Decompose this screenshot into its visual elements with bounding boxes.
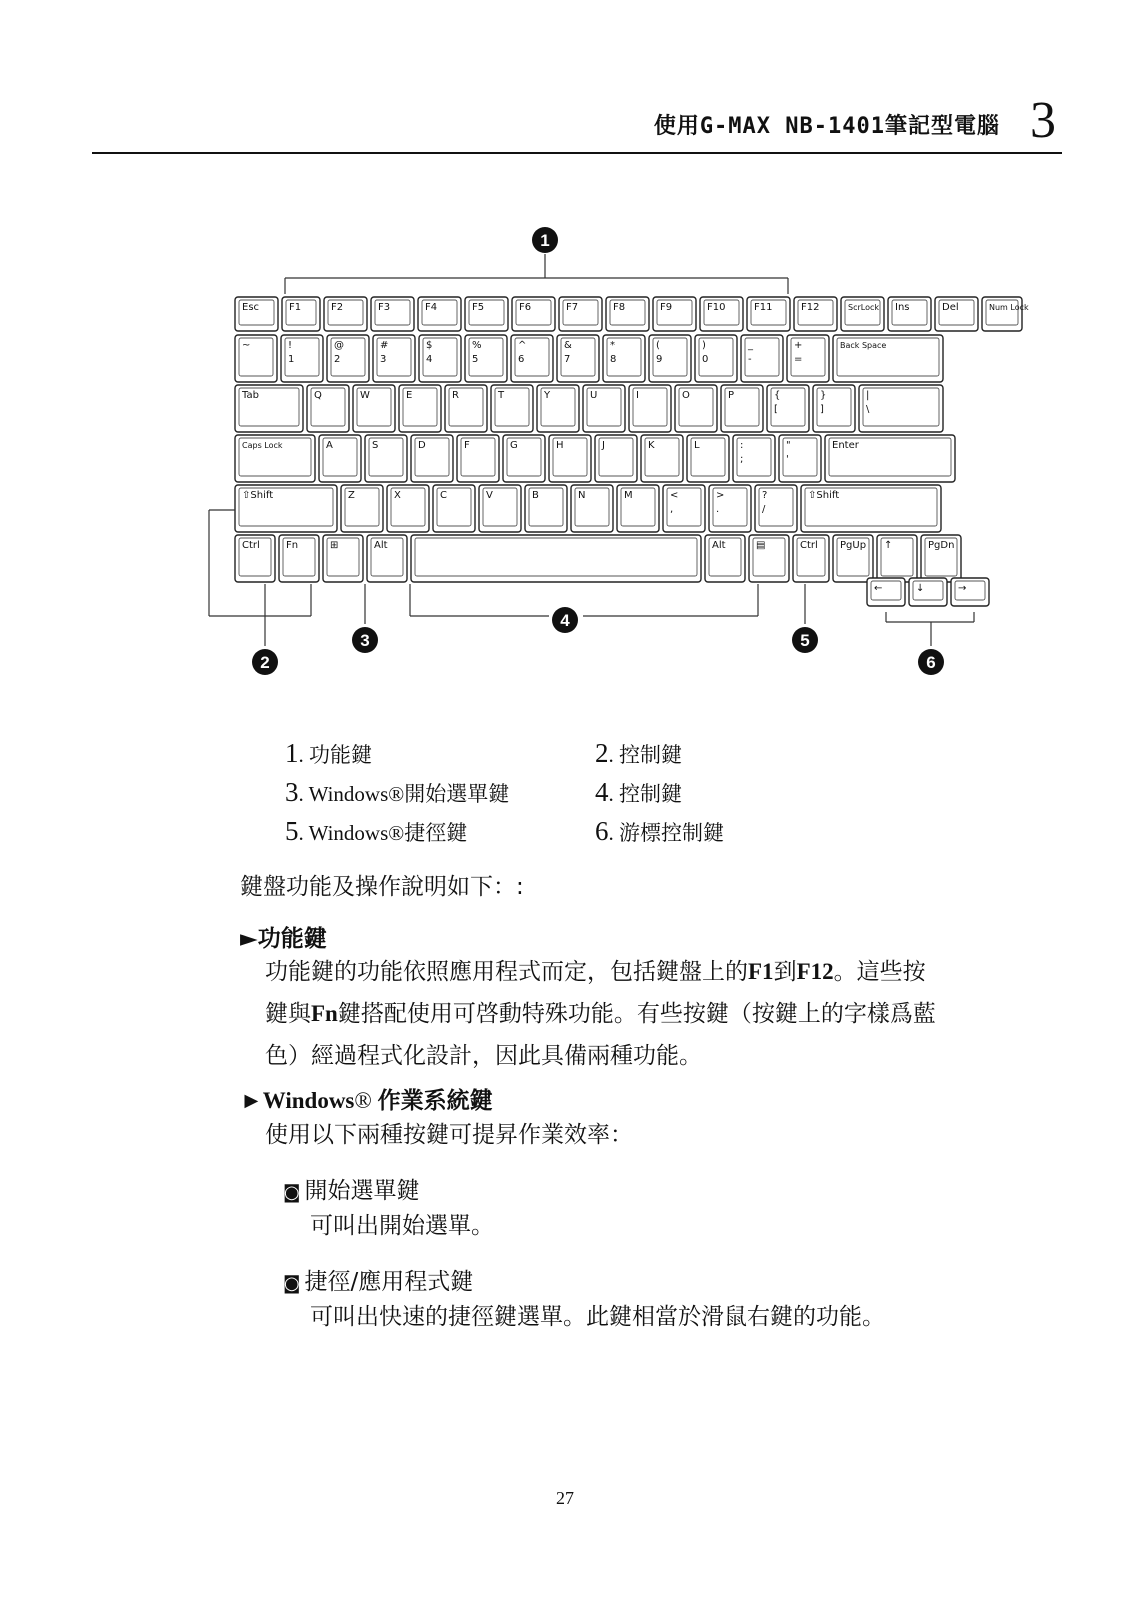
key-label: A [326, 440, 333, 451]
key-label: W [360, 390, 370, 401]
callout-badge [918, 649, 944, 675]
keyboard-key [709, 485, 751, 532]
key-label: / [762, 504, 766, 515]
keyboard-key [235, 335, 277, 382]
keyboard-key [353, 385, 395, 432]
keyboard-key [779, 435, 821, 482]
key-label: F6 [519, 302, 532, 313]
keyboard-key [281, 335, 323, 382]
key-label: > [716, 490, 725, 501]
keyboard-key [705, 535, 745, 582]
keyboard-key [833, 535, 873, 582]
keyboard-key [503, 435, 545, 482]
keyboard-key [793, 535, 829, 582]
key-label: & [564, 340, 572, 351]
keyboard-key [235, 535, 275, 582]
key-label: Ins [895, 302, 910, 313]
keyboard-key [445, 385, 487, 432]
callout-number: 3 [360, 631, 370, 650]
key-label: X [394, 490, 401, 501]
keyboard-key [235, 485, 337, 532]
keyboard-key [323, 535, 363, 582]
keyboard-key [629, 385, 671, 432]
callout-badge [532, 227, 558, 253]
keyboard-key [603, 335, 645, 382]
key-label: Back Space [840, 341, 887, 350]
keyboard-key [794, 297, 837, 331]
key-label: , [670, 504, 674, 515]
keyboard-key [675, 385, 717, 432]
key-legend [285, 738, 905, 855]
keyboard-key [418, 297, 461, 331]
keyboard-key [909, 578, 947, 606]
keyboard-key [479, 485, 521, 532]
bullet-application-key: ◙ 捷徑/應用程式鍵 [283, 1269, 474, 1295]
function-keys-paragraph: 功能鍵的功能依照應用程式而定，包括鍵盤上的F1到F12。這些按 鍵與Fn鍵搭配使用可啓動特殊功能。有些按鍵（按鍵上的字樣爲藍 色）經過程式化設計，因此具備兩種功能。 [265, 959, 936, 1069]
key-label: ↑ [884, 540, 893, 551]
keyboard-key [641, 435, 683, 482]
key-label: ? [762, 490, 768, 501]
callout-number: 6 [926, 653, 936, 672]
key-label: Q [314, 390, 322, 401]
key-label: ) [702, 340, 706, 351]
key-label: 5 [472, 354, 479, 365]
bullet-start-menu-key: ◙ 開始選單鍵 [283, 1178, 420, 1204]
callout-badge [352, 627, 378, 653]
keyboard-key [319, 435, 361, 482]
keyboard-key [465, 297, 508, 331]
intro-text: 鍵盤功能及操作說明如下：: [240, 874, 524, 900]
keyboard-key [801, 485, 941, 532]
key-label: F5 [472, 302, 485, 313]
page-number: 27 [556, 1488, 574, 1508]
key-label: L [694, 440, 700, 451]
key-label: F3 [378, 302, 391, 313]
key-label: E [406, 390, 413, 401]
legend-item: 3. Windows®開始選單鍵 [285, 777, 510, 807]
key-label: M [624, 490, 633, 501]
keyboard-key [511, 335, 553, 382]
key-label: O [682, 390, 690, 401]
keyboard-key [833, 335, 943, 382]
keyboard-key [559, 297, 602, 331]
key-label: 0 [702, 354, 709, 365]
key-label: ^ [518, 340, 527, 351]
header-title: 使用G-MAX NB-1401筆記型電腦 [653, 114, 1000, 139]
keyboard-key [571, 485, 613, 532]
keyboard-key [583, 385, 625, 432]
keyboard-key [373, 335, 415, 382]
key-label: ~ [242, 340, 251, 351]
keyboard-key [399, 385, 441, 432]
keyboard-key [235, 385, 303, 432]
keyboard-key [307, 385, 349, 432]
key-label: F9 [660, 302, 673, 313]
key-label: ' [786, 454, 789, 465]
key-label: 4 [426, 354, 433, 365]
keyboard-key [700, 297, 743, 331]
legend-item: 1. 功能鍵 [285, 738, 372, 768]
key-label: ▤ [756, 540, 766, 551]
keyboard-key [841, 297, 884, 331]
key-label: Esc [242, 302, 260, 313]
chapter-number: 3 [1030, 92, 1056, 149]
key-label: ScrLock [848, 303, 880, 312]
key-label: 7 [564, 354, 571, 365]
key-label: J [602, 440, 605, 451]
callout-badge [252, 649, 278, 675]
key-label: F7 [566, 302, 579, 313]
keyboard-key [371, 297, 414, 331]
key-label: F1 [289, 302, 302, 313]
keyboard-key [525, 485, 567, 532]
key-label: F8 [613, 302, 626, 313]
key-label: F2 [331, 302, 344, 313]
keyboard-key [365, 435, 407, 482]
key-label: ↓ [916, 583, 925, 594]
keyboard-key [825, 435, 955, 482]
keyboard-key [327, 335, 369, 382]
key-label: = [794, 354, 803, 365]
callout-number: 1 [540, 231, 550, 250]
keyboard-key [649, 335, 691, 382]
key-label: Fn [286, 540, 299, 551]
key-label: " [786, 440, 791, 451]
key-label: @ [334, 340, 344, 351]
keyboard-key [557, 335, 599, 382]
key-label: ] [820, 404, 824, 415]
keyboard-key [617, 485, 659, 532]
keyboard-key [888, 297, 931, 331]
keyboard-key [767, 385, 809, 432]
key-label: G [510, 440, 518, 451]
keyboard-key [367, 535, 407, 582]
keyboard-key [411, 435, 453, 482]
key-label: K [648, 440, 655, 451]
key-label: 1 [288, 354, 295, 365]
key-label: Y [544, 390, 551, 401]
keyboard-key [549, 435, 591, 482]
key-label: D [418, 440, 426, 451]
keyboard-key [419, 335, 461, 382]
application-key-description: 可叫出快速的捷徑鍵選單。此鍵相當於滑鼠右鍵的功能。 [310, 1304, 885, 1330]
legend-item: 5. Windows®捷徑鍵 [285, 816, 468, 846]
keyboard-key [663, 485, 705, 532]
keyboard-key [465, 335, 507, 382]
key-label: } [820, 390, 827, 401]
key-label: Alt [712, 540, 726, 551]
keyboard-key [921, 535, 961, 582]
keyboard-key [235, 297, 278, 331]
key-label: F12 [801, 302, 820, 313]
key-label: ⊞ [330, 540, 339, 551]
key-label: R [452, 390, 459, 401]
key-label: . [716, 504, 720, 515]
keyboard-key [537, 385, 579, 432]
key-label: Caps Lock [242, 441, 283, 450]
key-label: 3 [380, 354, 387, 365]
keyboard-diagram [205, 222, 1029, 692]
key-label: F [464, 440, 470, 451]
keyboard-key [235, 435, 315, 482]
key-label: : [740, 440, 744, 451]
keyboard-key [951, 578, 989, 606]
keyboard-key [982, 297, 1029, 331]
key-label: ; [740, 454, 744, 465]
windows-keys-description: 使用以下兩種按鍵可提昇作業效率： [265, 1122, 633, 1148]
keyboard-key [653, 297, 696, 331]
keyboard-key [695, 335, 737, 382]
keyboard-keys [235, 297, 1029, 606]
keyboard-key [606, 297, 649, 331]
section-heading-windows-keys: ►Windows® 作業系統鍵 [240, 1088, 493, 1114]
key-label: C [440, 490, 447, 501]
key-label: 2 [334, 354, 341, 365]
key-label: 9 [656, 354, 663, 365]
key-label: - [748, 354, 752, 365]
keyboard-key [721, 385, 763, 432]
keyboard-key [867, 578, 905, 606]
key-label: ← [874, 583, 883, 594]
key-label: Z [348, 490, 355, 501]
callout-number: 2 [260, 653, 270, 672]
keyboard-key [733, 435, 775, 482]
keyboard-key [387, 485, 429, 532]
key-label: ! [288, 340, 293, 351]
keyboard-key [813, 385, 855, 432]
key-label: F10 [707, 302, 726, 313]
key-label: H [556, 440, 564, 451]
keyboard-key [741, 335, 783, 382]
keyboard-key [491, 385, 533, 432]
legend-item: 6. 游標控制鍵 [595, 816, 724, 846]
keyboard-key [279, 535, 319, 582]
page-header [92, 80, 1062, 154]
key-label: Alt [374, 540, 388, 551]
keyboard-key [787, 335, 829, 382]
key-label: | [866, 390, 870, 401]
key-label: \ [866, 404, 870, 415]
key-label: + [794, 340, 803, 351]
key-label: _ [748, 340, 753, 351]
key-label: { [774, 390, 781, 401]
keyboard-key [687, 435, 729, 482]
key-label: 8 [610, 354, 617, 365]
key-label: % [472, 340, 482, 351]
key-label: N [578, 490, 586, 501]
key-label: ⇧Shift [808, 490, 840, 501]
key-label: U [590, 390, 598, 401]
keyboard-key [512, 297, 555, 331]
callout-badge [792, 627, 818, 653]
key-label: Num Lock [989, 303, 1029, 312]
key-label: Ctrl [242, 540, 260, 551]
key-label: I [636, 390, 639, 401]
keyboard-key [411, 535, 701, 582]
key-label: P [728, 390, 735, 401]
key-label: PgUp [840, 540, 867, 551]
section-heading-function-keys: ►功能鍵 [240, 926, 327, 952]
key-label: V [486, 490, 493, 501]
keyboard-key [282, 297, 320, 331]
key-label: B [532, 490, 539, 501]
key-label: F11 [754, 302, 773, 313]
key-label: → [958, 583, 967, 594]
key-label: * [610, 340, 615, 351]
key-label: Ctrl [800, 540, 818, 551]
key-label: # [380, 340, 389, 351]
key-label: < [670, 490, 679, 501]
keyboard-key [749, 535, 789, 582]
key-label: PgDn [928, 540, 955, 551]
key-label: F4 [425, 302, 438, 313]
keyboard-key [859, 385, 943, 432]
keyboard-key [755, 485, 797, 532]
key-label: ⇧Shift [242, 490, 274, 501]
keyboard-key [935, 297, 978, 331]
legend-item: 2. 控制鍵 [595, 738, 682, 768]
keyboard-key [433, 485, 475, 532]
callout-badge [552, 607, 578, 633]
key-label: ( [656, 340, 660, 351]
keyboard-key [324, 297, 367, 331]
keyboard-key [877, 535, 917, 582]
start-menu-key-description: 可叫出開始選單。 [310, 1213, 494, 1239]
keyboard-key [341, 485, 383, 532]
key-label: T [498, 390, 505, 401]
key-label: Enter [832, 440, 859, 451]
keyboard-key [747, 297, 790, 331]
key-label: S [372, 440, 379, 451]
key-label: 6 [518, 354, 525, 365]
keyboard-key [457, 435, 499, 482]
keyboard-key [595, 435, 637, 482]
key-label: [ [774, 404, 778, 415]
callout-number: 5 [800, 631, 810, 650]
key-label: Tab [242, 390, 259, 401]
key-label: $ [426, 340, 433, 351]
legend-item: 4. 控制鍵 [595, 777, 682, 807]
key-label: Del [942, 302, 959, 313]
callout-number: 4 [560, 611, 570, 630]
